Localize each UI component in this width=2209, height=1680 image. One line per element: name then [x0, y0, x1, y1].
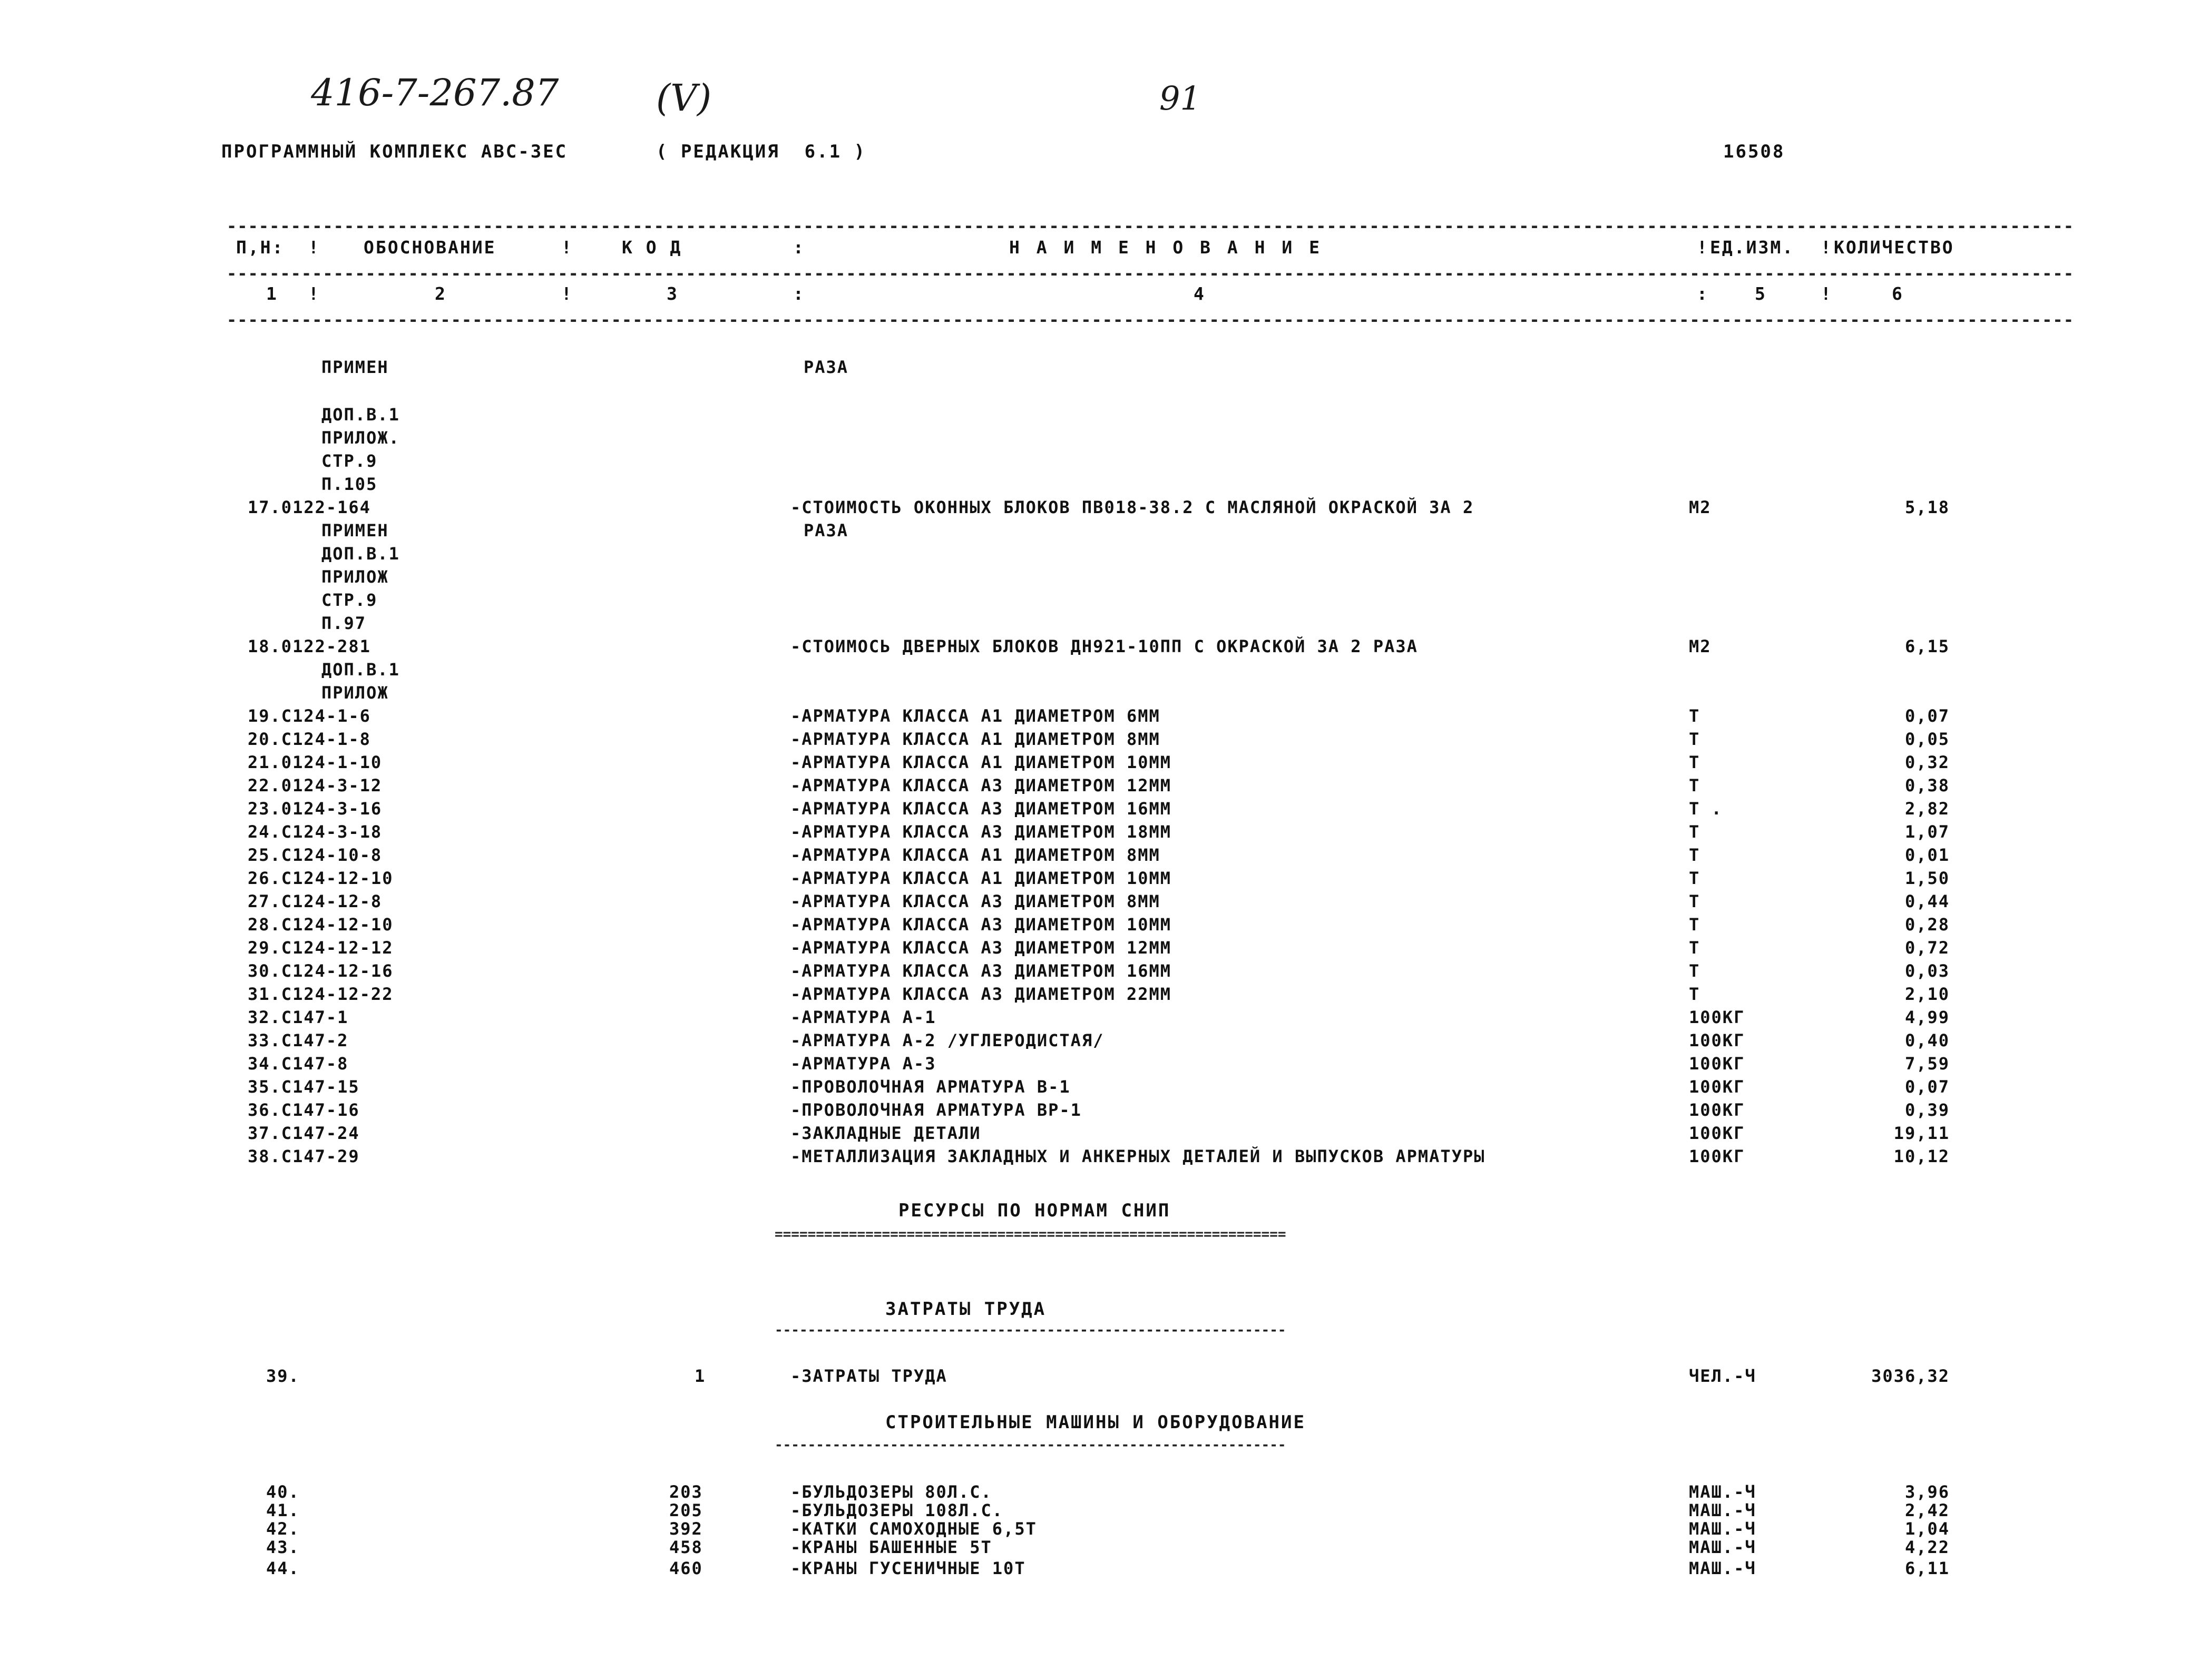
machine-row-number: 43. — [266, 1537, 300, 1557]
table-row — [0, 985, 1950, 1003]
row-name: -АРМАТУРА КЛАССА А1 ДИАМЕТРОМ 10ММ — [790, 868, 1172, 888]
machine-row-number: 44. — [266, 1558, 300, 1578]
row-unit: 100КГ — [1689, 1030, 1745, 1050]
machine-row-number: 41. — [266, 1500, 300, 1520]
row-basis: 22.0124-3-12 — [248, 775, 383, 795]
row-quantity: 0,39 — [1904, 1100, 1950, 1120]
row-basis: ДОП.В.1 — [321, 405, 400, 425]
row-basis: 33.С147-2 — [248, 1030, 349, 1050]
column-number-6: 6 — [1892, 283, 1904, 304]
row-quantity: 0,44 — [1904, 891, 1950, 911]
row-name: -АРМАТУРА КЛАССА А1 ДИАМЕТРОМ 8ММ — [790, 845, 1160, 865]
row-name: -СТОИМОСТЬ ОКОННЫХ БЛОКОВ ПВ018-38.2 С МАСЛЯНОЙ ОКРАСКОЙ ЗА 2 — [790, 497, 1474, 517]
row-name: -ПРОВОЛОЧНАЯ АРМАТУРА ВР-1 — [790, 1100, 1082, 1120]
row-unit: Т — [1689, 822, 1700, 842]
row-unit: 100КГ — [1689, 1077, 1745, 1097]
row-basis: 19.С124-1-6 — [248, 706, 371, 726]
row-unit: Т — [1689, 961, 1700, 981]
row-name: -АРМАТУРА КЛАССА А3 ДИАМЕТРОМ 8ММ — [790, 891, 1160, 911]
row-unit: 100КГ — [1689, 1007, 1745, 1027]
table-row — [0, 452, 1950, 470]
machine-row-name: -БУЛЬДОЗЕРЫ 108Л.С. — [790, 1500, 1004, 1520]
column-number-3: 3 — [667, 283, 679, 304]
row-unit: Т — [1689, 915, 1700, 935]
table-row — [0, 1124, 1950, 1142]
machine-row-code: 205 — [669, 1500, 703, 1520]
row-basis: ПРИЛОЖ — [321, 683, 389, 703]
program-edition: ( РЕДАКЦИЯ 6.1 ) — [656, 141, 866, 162]
row-name: -АРМАТУРА А-3 — [790, 1054, 936, 1074]
machine-row-name: -КРАНЫ ГУСЕНИЧНЫЕ 10Т — [790, 1558, 1026, 1578]
row-basis: 26.С124-12-10 — [248, 868, 394, 888]
row-quantity: 0,01 — [1904, 845, 1950, 865]
row-basis: 21.0124-1-10 — [248, 752, 383, 772]
machine-row-unit: МАШ.-Ч — [1689, 1558, 1756, 1578]
row-name: -ЗАКЛАДНЫЕ ДЕТАЛИ — [790, 1123, 981, 1143]
row-basis: 28.С124-12-10 — [248, 915, 394, 935]
machine-row-code: 460 — [669, 1558, 703, 1578]
section-title-machines: СТРОИТЕЛЬНЫЕ МАШИНЫ И ОБОРУДОВАНИЕ — [885, 1412, 1306, 1433]
column-title-pn: П,Н: — [236, 237, 285, 258]
table-row — [0, 707, 1950, 725]
table-row — [0, 358, 1950, 376]
row-name: -СТОИМОСЬ ДВЕРНЫХ БЛОКОВ ДН921-10ПП С ОКРАСКОЙ ЗА 2 РАЗА — [790, 636, 1418, 656]
machine-row-quantity: 6,11 — [1904, 1558, 1950, 1578]
row-basis: 20.С124-1-8 — [248, 729, 371, 749]
row-basis: П.97 — [321, 613, 367, 633]
labor-row-quantity: 3036,32 — [1871, 1366, 1950, 1386]
row-basis: ПРИЛОЖ — [321, 567, 389, 587]
row-quantity: 1,07 — [1904, 822, 1950, 842]
row-basis: 36.С147-16 — [248, 1100, 360, 1120]
labor-row-name: -ЗАТРАТЫ ТРУДА — [790, 1366, 947, 1386]
row-quantity: 0,03 — [1904, 961, 1950, 981]
row-unit: Т — [1689, 868, 1700, 888]
row-basis: 38.С147-29 — [248, 1146, 360, 1166]
row-unit: 100КГ — [1689, 1146, 1745, 1166]
section-title-resources: РЕСУРСЫ ПО НОРМАМ СНИП — [898, 1200, 1171, 1221]
row-quantity: 2,82 — [1904, 799, 1950, 819]
table-row — [0, 800, 1950, 818]
row-quantity: 0,72 — [1904, 938, 1950, 958]
table-row — [0, 1008, 1950, 1026]
row-unit: Т — [1689, 891, 1700, 911]
machine-row-quantity: 2,42 — [1904, 1500, 1950, 1520]
row-name: -АРМАТУРА А-2 /УГЛЕРОДИСТАЯ/ — [790, 1030, 1104, 1050]
row-unit: М2 — [1689, 636, 1712, 656]
row-quantity: 0,38 — [1904, 775, 1950, 795]
row-basis: 25.С124-10-8 — [248, 845, 383, 865]
row-quantity: 6,15 — [1904, 636, 1950, 656]
row-unit: 100КГ — [1689, 1100, 1745, 1120]
row-name: -АРМАТУРА КЛАССА А3 ДИАМЕТРОМ 18ММ — [790, 822, 1172, 842]
table-row — [0, 568, 1950, 586]
row-basis: П.105 — [321, 474, 378, 494]
table-row — [0, 916, 1950, 934]
row-basis: ДОП.В.1 — [321, 544, 400, 564]
table-row — [0, 429, 1950, 447]
header-rule-bottom: ----------------------------------------------------------------------------------------------------------------------------------------------------------------------------- — [227, 310, 2074, 330]
column-number-5: 5 — [1755, 283, 1767, 304]
section-underline-labor: -------------------------------------------------------------- — [775, 1322, 1286, 1338]
machine-row-code: 392 — [669, 1519, 703, 1539]
machine-row-code: 203 — [669, 1482, 703, 1502]
table-row — [0, 406, 1950, 424]
row-basis: 30.С124-12-16 — [248, 961, 394, 981]
row-name: -ПРОВОЛОЧНАЯ АРМАТУРА В-1 — [790, 1077, 1071, 1097]
row-name: -АРМАТУРА КЛАССА А3 ДИАМЕТРОМ 16ММ — [790, 961, 1172, 981]
row-name: -АРМАТУРА КЛАССА А1 ДИАМЕТРОМ 8ММ — [790, 729, 1160, 749]
row-basis: 18.0122-281 — [248, 636, 371, 656]
table-row — [0, 614, 1950, 632]
row-basis: 31.С124-12-22 — [248, 984, 394, 1004]
table-row — [0, 1483, 1950, 1501]
row-unit: М2 — [1689, 497, 1712, 517]
row-name: РАЗА — [804, 520, 849, 541]
row-name: -МЕТАЛЛИЗАЦИЯ ЗАКЛАДНЫХ И АНКЕРНЫХ ДЕТАЛЕЙ И ВЫПУСКОВ АРМАТУРЫ — [790, 1146, 1485, 1166]
row-name: -АРМАТУРА КЛАССА А3 ДИАМЕТРОМ 12ММ — [790, 938, 1172, 958]
row-name: -АРМАТУРА КЛАССА А1 ДИАМЕТРОМ 10ММ — [790, 752, 1172, 772]
row-quantity: 1,50 — [1904, 868, 1950, 888]
row-basis: 32.С147-1 — [248, 1007, 349, 1027]
doc-code-handwritten: 416-7-267.87 — [311, 71, 559, 114]
row-unit: 100КГ — [1689, 1123, 1745, 1143]
table-row — [0, 522, 1950, 539]
row-basis: 17.0122-164 — [248, 497, 371, 517]
table-row — [0, 846, 1950, 864]
row-name: -АРМАТУРА КЛАССА А3 ДИАМЕТРОМ 22ММ — [790, 984, 1172, 1004]
table-row — [0, 661, 1950, 679]
labor-row-number: 39. — [266, 1366, 300, 1386]
row-basis: 24.С124-3-18 — [248, 822, 383, 842]
machine-row-name: -БУЛЬДОЗЕРЫ 80Л.С. — [790, 1482, 992, 1502]
row-name: -АРМАТУРА КЛАССА А3 ДИАМЕТРОМ 10ММ — [790, 915, 1172, 935]
row-unit: 100КГ — [1689, 1054, 1745, 1074]
table-row — [0, 475, 1950, 493]
row-name: -АРМАТУРА А-1 — [790, 1007, 936, 1027]
column-number-4: 4 — [1194, 283, 1206, 304]
row-basis: ПРИМЕН — [321, 357, 389, 377]
row-quantity: 2,10 — [1904, 984, 1950, 1004]
machine-row-code: 458 — [669, 1537, 703, 1557]
row-unit: Т — [1689, 729, 1700, 749]
row-basis: 27.С124-12-8 — [248, 891, 383, 911]
table-row — [0, 892, 1950, 910]
table-row — [0, 1101, 1950, 1119]
program-title: ПРОГРАММНЫЙ КОМПЛЕКС АВС-3ЕС — [221, 141, 568, 162]
column-title-quantity: КОЛИЧЕСТВО — [1834, 237, 1954, 258]
section-underline-resources: ============================================================== — [775, 1226, 1286, 1242]
row-unit: Т — [1689, 775, 1700, 795]
row-basis: 35.С147-15 — [248, 1077, 360, 1097]
machine-row-quantity: 3,96 — [1904, 1482, 1950, 1502]
column-title-name: Н А И М Е Н О В А Н И Е — [1009, 237, 1323, 258]
row-basis: СТР.9 — [321, 590, 378, 610]
table-row — [0, 1520, 1950, 1538]
machine-row-quantity: 4,22 — [1904, 1537, 1950, 1557]
table-row — [0, 1031, 1950, 1049]
column-number-2: 2 — [435, 283, 447, 304]
row-quantity: 19,11 — [1893, 1123, 1950, 1143]
row-name: -АРМАТУРА КЛАССА А3 ДИАМЕТРОМ 16ММ — [790, 799, 1172, 819]
row-basis: СТР.9 — [321, 451, 378, 471]
row-quantity: 0,07 — [1904, 706, 1950, 726]
row-basis: 23.0124-3-16 — [248, 799, 383, 819]
row-name: -АРМАТУРА КЛАССА А3 ДИАМЕТРОМ 12ММ — [790, 775, 1172, 795]
table-row — [0, 730, 1950, 748]
row-quantity: 7,59 — [1904, 1054, 1950, 1074]
row-quantity: 0,05 — [1904, 729, 1950, 749]
row-quantity: 5,18 — [1904, 497, 1950, 517]
row-unit: Т — [1689, 752, 1700, 772]
table-row — [0, 939, 1950, 957]
machine-row-unit: МАШ.-Ч — [1689, 1500, 1756, 1520]
row-basis: ПРИМЕН — [321, 520, 389, 541]
machine-row-unit: МАШ.-Ч — [1689, 1537, 1756, 1557]
machine-row-quantity: 1,04 — [1904, 1519, 1950, 1539]
table-row — [0, 1367, 1950, 1385]
row-basis: 37.С147-24 — [248, 1123, 360, 1143]
table-row — [0, 1538, 1950, 1556]
table-row — [0, 498, 1950, 516]
row-unit: Т . — [1689, 799, 1723, 819]
table-row — [0, 962, 1950, 980]
row-unit: Т — [1689, 706, 1700, 726]
volume-handwritten: (V) — [656, 76, 712, 120]
column-number-1: 1 — [266, 283, 278, 304]
table-row — [0, 1147, 1950, 1165]
table-row — [0, 869, 1950, 887]
machine-row-name: -КРАНЫ БАШЕННЫЕ 5Т — [790, 1537, 992, 1557]
row-name: РАЗА — [804, 357, 849, 377]
row-quantity: 0,32 — [1904, 752, 1950, 772]
row-quantity: 0,07 — [1904, 1077, 1950, 1097]
header-rule-top: ----------------------------------------------------------------------------------------------------------------------------------------------------------------------------- — [227, 216, 2074, 236]
row-name: -АРМАТУРА КЛАССА А1 ДИАМЕТРОМ 6ММ — [790, 706, 1160, 726]
row-quantity: 0,40 — [1904, 1030, 1950, 1050]
table-row — [0, 777, 1950, 794]
row-basis: ПРИЛОЖ. — [321, 428, 400, 448]
row-basis: ДОП.В.1 — [321, 660, 400, 680]
column-title-basis: ОБОСНОВАНИЕ — [364, 237, 496, 258]
machine-row-unit: МАШ.-Ч — [1689, 1482, 1756, 1502]
machine-row-number: 40. — [266, 1482, 300, 1502]
table-row — [0, 753, 1950, 771]
header-rule-middle: ----------------------------------------------------------------------------------------------------------------------------------------------------------------------------- — [227, 263, 2074, 283]
column-title-code: К О Д — [622, 237, 682, 258]
row-quantity: 10,12 — [1893, 1146, 1950, 1166]
table-row — [0, 637, 1950, 655]
row-unit: Т — [1689, 984, 1700, 1004]
machine-row-name: -КАТКИ САМОХОДНЫЕ 6,5Т — [790, 1519, 1037, 1539]
row-basis: 29.С124-12-12 — [248, 938, 394, 958]
column-title-unit: ЕД.ИЗМ. — [1710, 237, 1795, 258]
table-row — [0, 1501, 1950, 1519]
table-row — [0, 1055, 1950, 1073]
section-title-labor: ЗАТРАТЫ ТРУДА — [885, 1299, 1047, 1320]
row-quantity: 0,28 — [1904, 915, 1950, 935]
machine-row-unit: МАШ.-Ч — [1689, 1519, 1756, 1539]
table-row — [0, 823, 1950, 841]
machine-row-number: 42. — [266, 1519, 300, 1539]
table-row — [0, 1559, 1950, 1577]
row-unit: Т — [1689, 845, 1700, 865]
row-basis: 34.С147-8 — [248, 1054, 349, 1074]
page-number-handwritten: 91 — [1159, 79, 1201, 117]
section-underline-machines: -------------------------------------------------------------- — [775, 1437, 1286, 1453]
table-row — [0, 545, 1950, 563]
row-unit: Т — [1689, 938, 1700, 958]
labor-row-code: 1 — [695, 1366, 706, 1386]
table-row — [0, 684, 1950, 702]
table-row — [0, 591, 1950, 609]
labor-row-unit: ЧЕЛ.-Ч — [1689, 1366, 1756, 1386]
row-quantity: 4,99 — [1904, 1007, 1950, 1027]
document-number: 16508 — [1723, 141, 1785, 162]
table-row — [0, 1078, 1950, 1096]
